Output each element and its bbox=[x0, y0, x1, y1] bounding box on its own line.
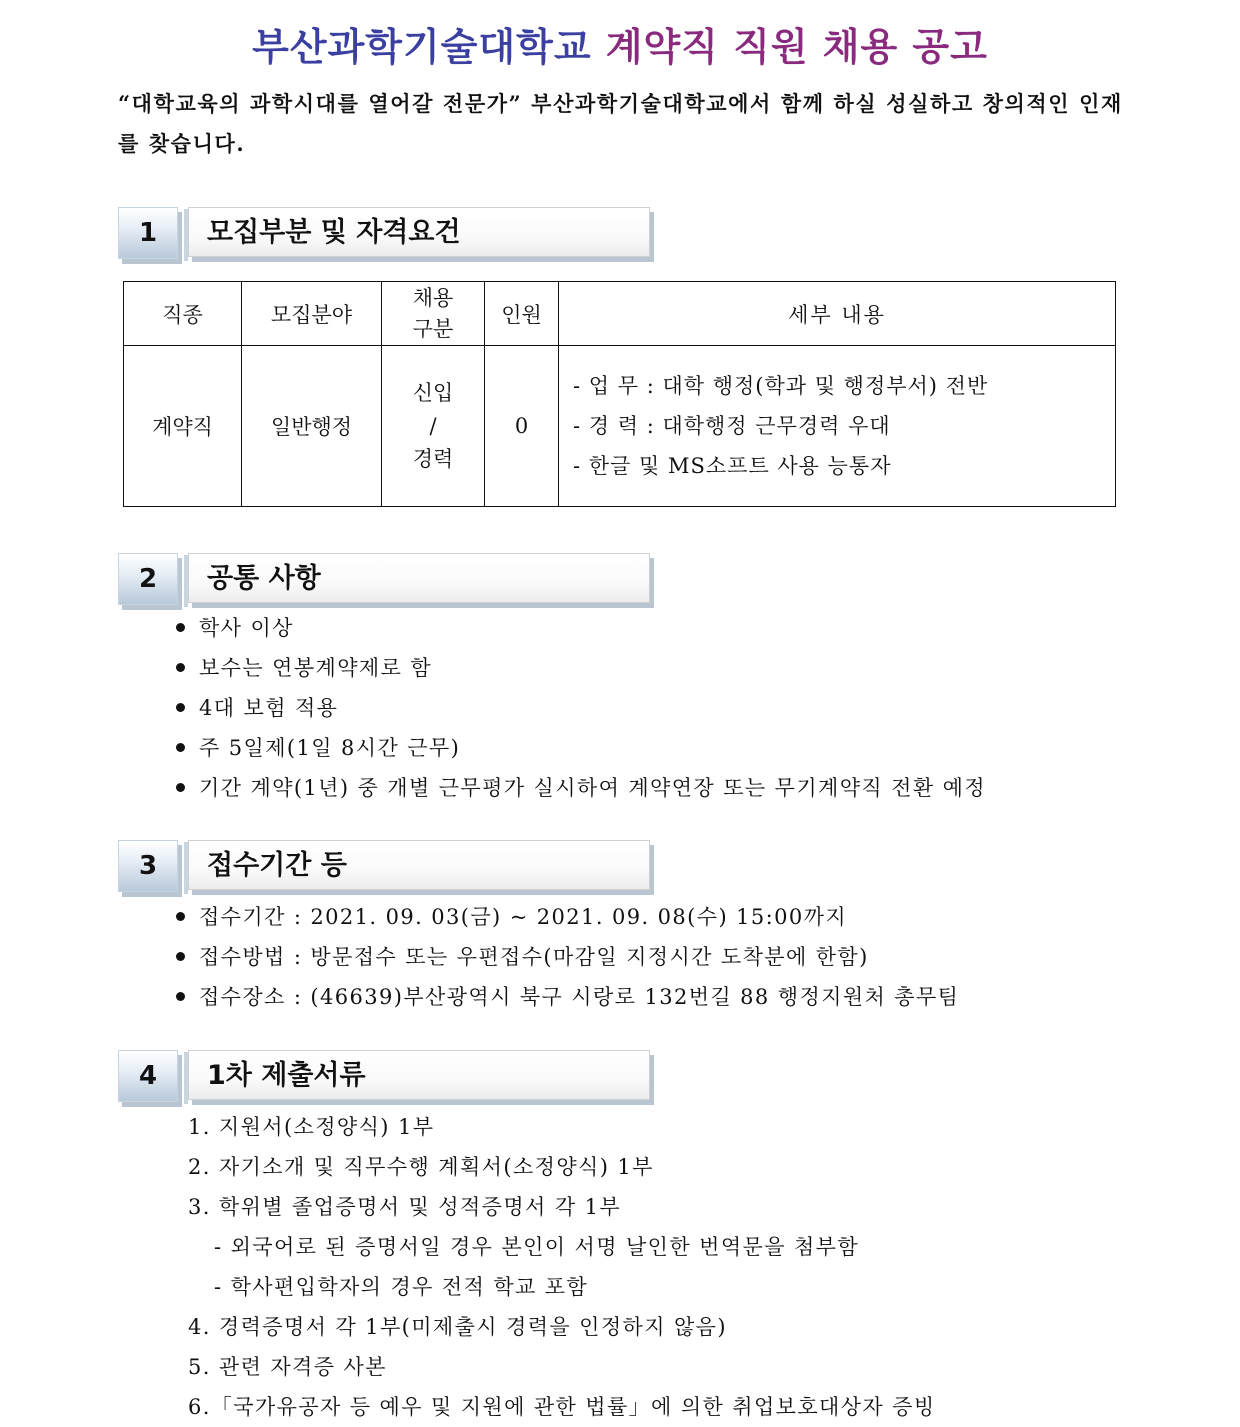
cell-hire-new: 신입 bbox=[412, 380, 454, 405]
section-header-4 bbox=[118, 1050, 653, 1106]
list-item: 학사 이상 bbox=[176, 608, 986, 648]
list-item: 1. 지원서(소정양식) 1부 bbox=[188, 1115, 435, 1139]
list-item: 주 5일제(1일 8시간 근무) bbox=[176, 728, 986, 768]
requirements-table bbox=[123, 281, 1116, 507]
detail-line: - 경 력 : 대학행정 근무경력 우대 bbox=[573, 414, 891, 438]
common-items-list bbox=[176, 608, 986, 808]
header-count: 인원 bbox=[485, 282, 559, 346]
section-number: 1 bbox=[118, 207, 178, 259]
page-title bbox=[0, 16, 1240, 71]
section-header-3 bbox=[118, 840, 653, 896]
table-header-row bbox=[124, 282, 1116, 346]
header-job-type: 직종 bbox=[124, 282, 242, 346]
header-details: 세부 내용 bbox=[559, 282, 1116, 346]
section-number: 4 bbox=[118, 1050, 178, 1102]
section-title: 모집부분 및 자격요건 bbox=[188, 207, 650, 257]
list-item: 5. 관련 자격증 사본 bbox=[188, 1355, 387, 1379]
intro-text: “대학교육의 과학시대를 열어갈 전문가” 부산과학기술대학교에서 함께 하실 성실하고 창의적인 인재를 찾습니다. bbox=[118, 91, 1123, 156]
list-subitem: - 학사편입학자의 경우 전적 학교 포함 bbox=[214, 1275, 589, 1299]
list-subitem: - 외국어로 된 증명서일 경우 본인이 서명 날인한 번역문을 첨부함 bbox=[214, 1235, 860, 1259]
cell-job-type: 계약직 bbox=[124, 346, 242, 507]
list-item: 보수는 연봉계약제로 함 bbox=[176, 648, 986, 688]
header-hire-type bbox=[382, 282, 485, 346]
detail-line: - 한글 및 MS소프트 사용 능통자 bbox=[573, 454, 892, 478]
section-header-2 bbox=[118, 553, 653, 609]
list-item: 3. 학위별 졸업증명서 및 성적증명서 각 1부 bbox=[188, 1195, 622, 1219]
cell-hire-experienced: 경력 bbox=[412, 446, 454, 471]
reception-list bbox=[176, 897, 959, 1017]
cell-count: 0 bbox=[485, 346, 559, 507]
list-item: 4대 보험 적용 bbox=[176, 688, 986, 728]
documents-list bbox=[188, 1107, 936, 1427]
list-item: 접수방법 : 방문접수 또는 우편접수(마감일 지정시간 도착분에 한함) bbox=[176, 937, 959, 977]
list-item: 접수기간 : 2021. 09. 03(금) ~ 2021. 09. 08(수) 15:00까지 bbox=[176, 897, 959, 937]
header-hire-type-line2: 구분 bbox=[412, 316, 454, 341]
section-number: 3 bbox=[118, 840, 178, 892]
section-header-1 bbox=[118, 207, 653, 263]
section-title: 공통 사항 bbox=[188, 553, 650, 603]
list-item: 6.「국가유공자 등 예우 및 지원에 관한 법률」에 의한 취업보호대상자 증빙 bbox=[188, 1395, 936, 1419]
list-item: 기간 계약(1년) 중 개별 근무평가 실시하여 계약연장 또는 무기계약직 전환 예정 bbox=[176, 768, 986, 808]
list-item: 접수장소 : (46639)부산광역시 북구 시랑로 132번길 88 행정지원처 총무팀 bbox=[176, 977, 959, 1017]
section-title: 1차 제출서류 bbox=[188, 1050, 650, 1100]
header-hire-type-line1: 채용 bbox=[412, 285, 454, 310]
header-field: 모집분야 bbox=[242, 282, 382, 346]
detail-line: - 업 무 : 대학 행정(학과 및 행정부서) 전반 bbox=[573, 374, 989, 398]
table-row bbox=[124, 346, 1116, 507]
list-item: 4. 경력증명서 각 1부(미제출시 경력을 인정하지 않음) bbox=[188, 1315, 727, 1339]
title-notice: 계약직 직원 채용 공고 bbox=[605, 24, 988, 69]
cell-field: 일반행정 bbox=[242, 346, 382, 507]
cell-hire-slash: / bbox=[429, 413, 437, 438]
cell-hire-type bbox=[382, 346, 485, 507]
list-item: 2. 자기소개 및 직무수행 계획서(소정양식) 1부 bbox=[188, 1155, 654, 1179]
title-school-name: 부산과학기술대학교 bbox=[252, 24, 592, 69]
section-title: 접수기간 등 bbox=[188, 840, 650, 890]
section-number: 2 bbox=[118, 553, 178, 605]
cell-details bbox=[559, 346, 1116, 507]
